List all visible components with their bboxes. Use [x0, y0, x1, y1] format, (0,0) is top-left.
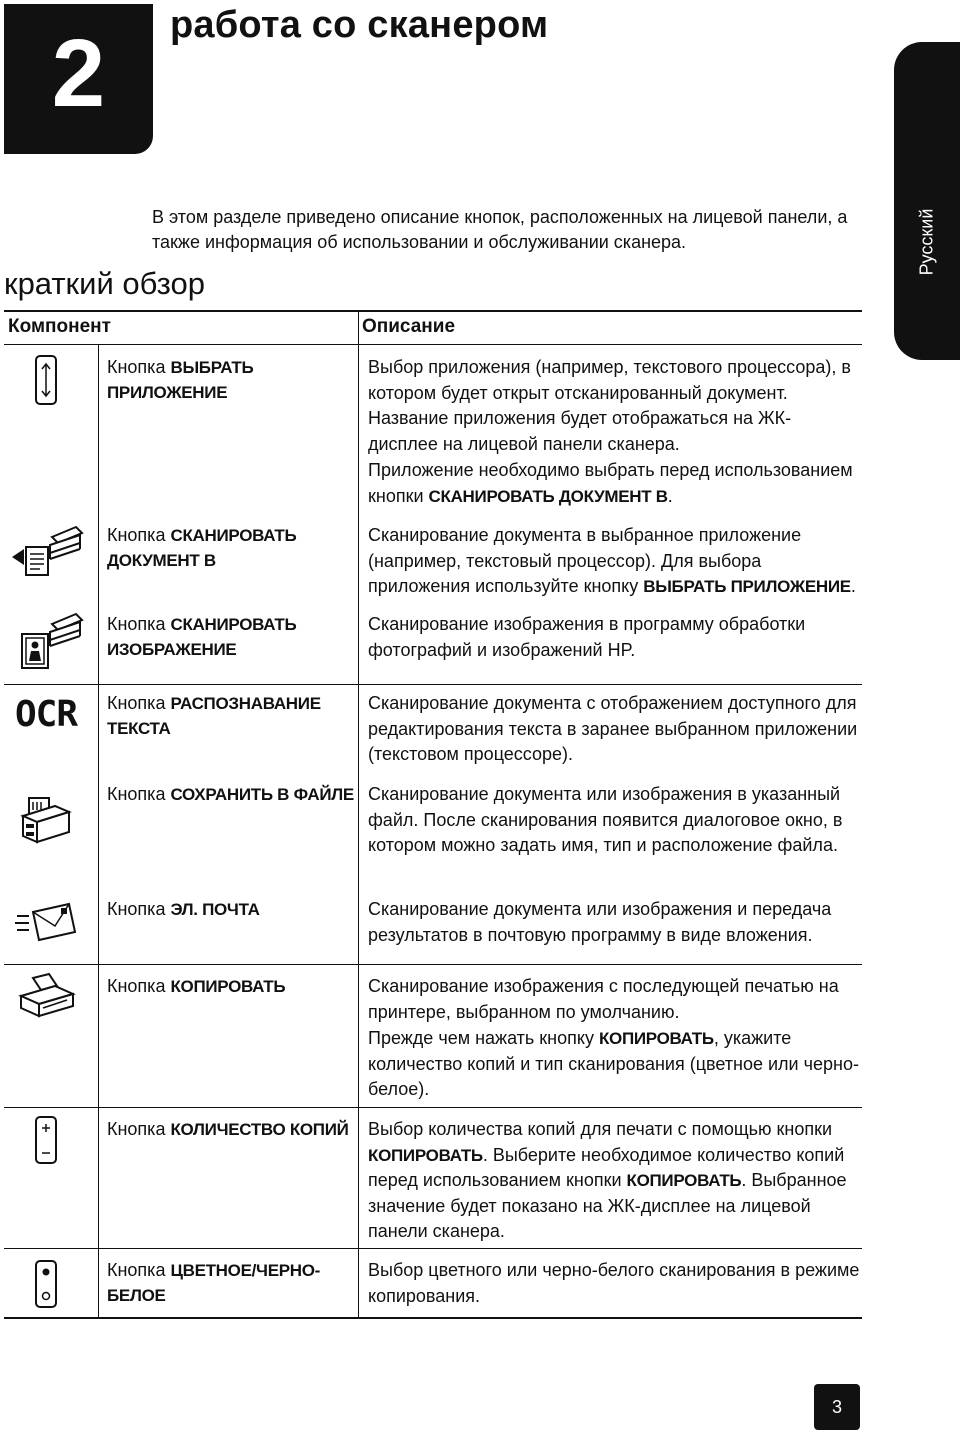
component-description	[368, 691, 860, 769]
description-paragraph	[368, 897, 860, 948]
component-column-header: Компонент	[8, 316, 111, 337]
component-description	[368, 1258, 860, 1310]
language-label: Русский	[916, 208, 937, 276]
section-title: краткий обзор	[4, 266, 206, 301]
component-button-name: КОЛИЧЕСТВО КОПИЙ	[170, 1120, 349, 1139]
page-number: 3	[814, 1384, 860, 1430]
email-icon	[6, 892, 86, 952]
description-paragraph	[368, 782, 860, 859]
chapter-title: работа со сканером	[170, 4, 549, 46]
description-paragraph	[368, 1258, 860, 1309]
description-paragraph	[368, 1117, 860, 1245]
color-bw-toggle-icon	[6, 1254, 86, 1314]
component-description	[368, 974, 860, 1104]
description-button-name: КОПИРОВАТЬ	[368, 1145, 483, 1165]
description-paragraph	[368, 523, 860, 600]
component-description	[368, 782, 860, 860]
component-name: Кнопка КОПИРОВАТЬ	[107, 976, 286, 996]
scan-picture-icon	[6, 612, 86, 672]
component-button-name: ЦВЕТНОЕ/ЧЕРНО-БЕЛОЕ	[107, 1261, 321, 1305]
description-text: .	[850, 576, 856, 596]
description-text: . Выберите необходимое количество копий перед использованием кнопки	[368, 1144, 845, 1190]
description-text: Сканирование документа или изображения в указанный файл. После сканирования появится диалоговое окно, в котором можно задать имя, тип и расположение файла.	[368, 784, 843, 855]
row-divider	[4, 1107, 862, 1108]
description-button-name: КОПИРОВАТЬ	[598, 1029, 714, 1048]
description-paragraph	[368, 974, 860, 1025]
component-name: Кнопка РАСПОЗНАВАНИЕ ТЕКСТА	[107, 693, 321, 738]
table-bottom-rule	[4, 1317, 862, 1319]
ocr-icon	[6, 684, 86, 744]
description-text: Сканирование документа с отображением доступного для редактирования текста в заранее выбранном приложении (текстовом процессоре).	[368, 693, 858, 764]
component-name: Кнопка ЭЛ. ПОЧТА	[107, 899, 260, 919]
component-name: Кнопка ВЫБРАТЬ ПРИЛОЖЕНИЕ	[107, 357, 254, 402]
component-description	[368, 355, 860, 510]
description-paragraph	[368, 691, 860, 768]
description-button-name: СКАНИРОВАТЬ ДОКУМЕНТ В	[428, 486, 668, 506]
row-divider	[4, 964, 862, 965]
description-paragraph	[368, 355, 860, 457]
save-to-file-icon	[6, 790, 86, 850]
component-button-name: СОХРАНИТЬ В ФАЙЛЕ	[170, 785, 354, 804]
ocr-icon-label: OCR	[14, 693, 78, 735]
description-column-header: Описание	[362, 316, 456, 337]
component-name: Кнопка СКАНИРОВАТЬ ИЗОБРАЖЕНИЕ	[107, 614, 297, 659]
header-divider	[4, 344, 862, 345]
description-button-name: КОПИРОВАТЬ	[626, 1171, 742, 1190]
description-text: Выбор приложения (например, текстового процессора), в котором будет открыт отсканированный документ. Название приложения будет отображаться на ЖК-дисплее на лицевой панели сканера.	[368, 357, 851, 454]
description-text: Приложение необходимо выбрать перед использованием кнопки	[368, 460, 853, 506]
description-text: Выбор цветного или черно-белого сканирования в режиме копирования.	[368, 1260, 860, 1306]
description-text: Прежде чем нажать кнопку	[368, 1028, 599, 1048]
component-name: Кнопка КОЛИЧЕСТВО КОПИЙ	[107, 1119, 349, 1139]
description-text: , укажите количество копий и тип сканирования (цветное или черно-белое).	[368, 1028, 859, 1099]
description-text: Выбор количества копий для печати с помощью кнопки	[368, 1119, 833, 1139]
intro-paragraph: В этом разделе приведено описание кнопок, расположенных на лицевой панели, а также информация об использовании и обслуживании сканера.	[152, 207, 848, 252]
description-text: Сканирование изображения в программу обработки фотографий и изображений HP.	[368, 614, 806, 660]
component-description	[368, 1117, 860, 1246]
chapter-number-box	[4, 4, 153, 154]
component-description	[368, 612, 860, 664]
description-text: Сканирование документа в выбранное приложение (например, текстовый процессор). Для выбора приложения используйте кнопку	[368, 525, 802, 596]
component-description	[368, 523, 860, 601]
component-button-name: СКАНИРОВАТЬ ДОКУМЕНТ В	[107, 526, 297, 570]
language-tab	[894, 42, 960, 360]
description-button-name: ВЫБРАТЬ ПРИЛОЖЕНИЕ	[643, 577, 851, 596]
component-name: Кнопка СОХРАНИТЬ В ФАЙЛЕ	[107, 784, 354, 804]
component-button-name: КОПИРОВАТЬ	[170, 977, 286, 996]
description-paragraph	[368, 1026, 860, 1103]
copies-plus-minus-icon	[6, 1110, 86, 1170]
chapter-number: 2	[51, 20, 106, 127]
description-column-divider	[358, 310, 359, 1318]
scan-document-icon	[6, 523, 86, 583]
component-name: Кнопка ЦВЕТНОЕ/ЧЕРНО-БЕЛОЕ	[107, 1260, 321, 1305]
icon-column-divider	[98, 345, 99, 1318]
description-text: Сканирование документа или изображения и передача результатов в почтовую программу в виде вложения.	[368, 899, 832, 945]
description-text: .	[667, 485, 673, 506]
component-button-name: РАСПОЗНАВАНИЕ ТЕКСТА	[107, 694, 321, 738]
select-app-arrows-icon	[6, 350, 86, 410]
description-paragraph	[368, 612, 860, 663]
row-divider	[4, 1248, 862, 1249]
component-button-name: ВЫБРАТЬ ПРИЛОЖЕНИЕ	[107, 358, 254, 402]
description-text: . Выбранное значение будет показано на ЖК-дисплее на лицевой панели сканера.	[368, 1170, 847, 1241]
copy-icon	[6, 968, 86, 1028]
description-paragraph	[368, 458, 860, 509]
component-button-name: СКАНИРОВАТЬ ИЗОБРАЖЕНИЕ	[107, 615, 297, 659]
component-description	[368, 897, 860, 949]
table-top-rule	[4, 310, 862, 312]
row-divider	[4, 684, 862, 685]
description-text: Сканирование изображения с последующей печатью на принтере, выбранном по умолчанию.	[368, 976, 839, 1022]
component-button-name: ЭЛ. ПОЧТА	[170, 900, 260, 919]
component-name: Кнопка СКАНИРОВАТЬ ДОКУМЕНТ В	[107, 525, 297, 570]
